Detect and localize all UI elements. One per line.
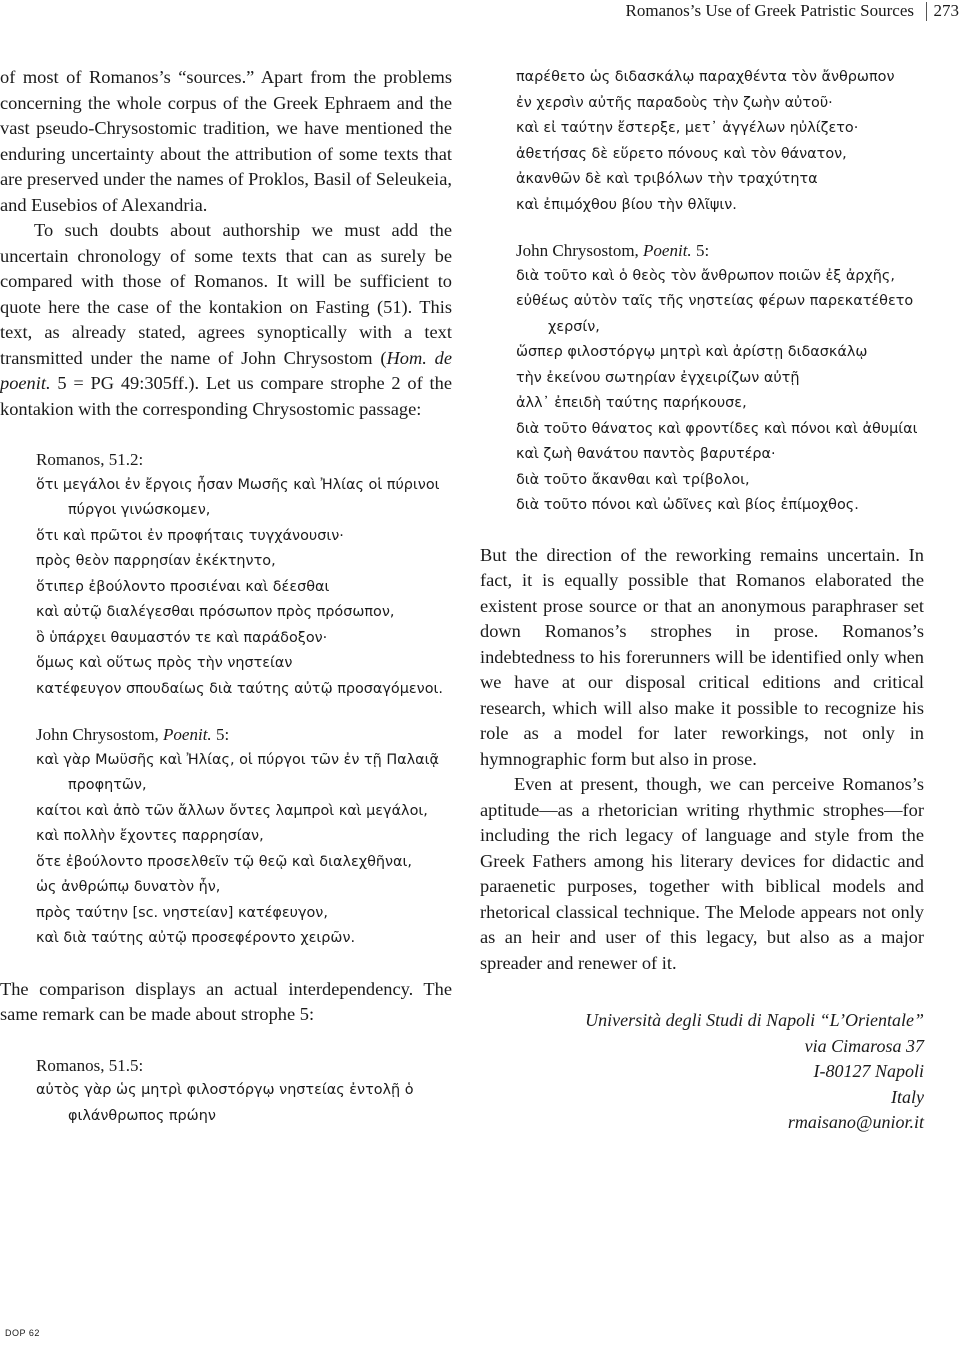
greek-line: ὅμως καὶ οὕτως πρὸς τὴν νηστείαν — [36, 655, 293, 671]
greek-line: ὡς ἀνθρώπῳ δυνατὸν ἦν, — [36, 879, 221, 895]
quote-chrysostom-poenit-5-b — [480, 238, 924, 519]
quote-label-work: Poenit. — [163, 725, 212, 744]
greek-line: καὶ ἐπιμόχθου βίου τὴν θλῖψιν. — [516, 196, 737, 213]
greek-line: καὶ γὰρ Μωϋσῆς καὶ Ἠλίας, οἱ πύργοι τῶν ἐν τῇ Παλαιᾷ — [36, 751, 439, 768]
greek-line: ὅτε ἐβούλοντο προσελθεῖν τῷ θεῷ καὶ διαλεχθῆναι, — [36, 853, 412, 870]
running-header — [0, 0, 960, 22]
right-column — [480, 65, 924, 1136]
paragraph-2-text-b: 5 = PG 49:305ff.). Let us compare strophe 2 of the kontakion with the corresponding Chrysostomic passage: — [0, 373, 452, 419]
page-number: 273 — [933, 1, 959, 20]
greek-line: ὥσπερ φιλοστόργῳ μητρὶ καὶ ἀρίστῃ διδασκάλῳ — [516, 344, 868, 360]
paragraph-1: of most of Romanos’s “sources.” Apart from the problems concerning the whole corpus of the Greek Ephraem and the vast pseudo-Chrysostomic tradition, we have mentioned the enduring uncertainty about the attribution of some texts that are preserved under the names of Proklos, Basil of Seleukeia, and Eusebios of Alexandria. — [0, 67, 452, 215]
quote-label-author: John Chrysostom, — [36, 725, 164, 744]
paragraph-4: But the direction of the reworking remains uncertain. In fact, it is equally possible that Romanos elaborated the existent prose source or that an anonymous paraphraser set down Romanos’s strophes in prose. Romanos’s indebtedness to his forerunners will be identified only when we have at our disposal critical editions and critical research, which will also make it possible to recognize his role as a model for later reworkings, not only in hymnographic form but also in prose. — [480, 544, 924, 769]
paragraph-3: The comparison displays an actual interdependency. The same remark can be made about strophe 5: — [0, 978, 452, 1024]
header-divider — [926, 2, 927, 21]
greek-line: πρὸς ταύτην [sc. νηστείαν] κατέφευγον, — [36, 904, 328, 921]
greek-lines — [516, 264, 924, 519]
footer-journal-mark: DOP 62 — [5, 1328, 40, 1338]
greek-line: ὅτι καὶ πρῶτοι ἐν προφήταις τυγχάνουσιν· — [36, 527, 344, 544]
address-institution: Università degli Studi di Napoli “L’Orientale” — [585, 1010, 924, 1030]
paragraph-5: Even at present, though, we can perceive Romanos’s aptitude—as a rhetorician writing rhythmic strophes—for including the rich legacy of language and style from the Greek Fathers among his literary devices for didactic and paraenetic purposes, together with biblical models and rhetorical classical technique. The Melode appears not only as an heir and user of this legacy, but also as a major spreader and renewer of it. — [480, 774, 924, 973]
greek-line: καὶ εἰ ταύτην ἔστερξε, μετ᾽ ἀγγέλων ηὐλίζετο· — [516, 120, 859, 136]
quote-label-work: Poenit. — [643, 241, 692, 260]
greek-line: διὰ τοῦτο ἄκανθαι καὶ τρίβολοι, — [516, 471, 750, 488]
greek-line: ὃ ὑπάρχει θαυμαστόν τε καὶ παράδοξον· — [36, 629, 328, 646]
greek-line: ὅτι μεγάλοι ἐν ἔργοις ἦσαν Μωσῆς καὶ Ἠλίας οἱ πύρινοι — [36, 476, 440, 493]
greek-lines — [516, 65, 924, 218]
address-email: rmaisano@unior.it — [787, 1112, 924, 1132]
greek-lines — [36, 748, 452, 952]
paragraph-2-text-a: To such doubts about authorship we must add the uncertain chronology of some texts that can as surely be compared with those of Romanos. It will be sufficient to quote here the case of the kontakion on Fasting (51). This text, as already stated, agrees synoptically with a text transmitted under the name of John Chrysostom ( — [0, 220, 452, 368]
quote-label-author: John Chrysostom, — [516, 241, 644, 260]
greek-line: ἀλλ᾽ ἐπειδὴ ταύτης παρήκουσε, — [516, 395, 747, 411]
greek-lines — [36, 1078, 452, 1129]
greek-line: διὰ τοῦτο πόνοι καὶ ὠδῖνες καὶ βίος ἐπίμοχθος. — [516, 497, 859, 513]
greek-line: χερσίν, — [548, 318, 600, 335]
greek-line: καὶ αὐτῷ διαλέγεσθαι πρόσωπον πρὸς πρόσωπον, — [36, 604, 395, 620]
quote-label — [36, 722, 452, 748]
quote-label: Romanos, 51.2: — [36, 450, 144, 469]
quote-label-section: 5: — [691, 241, 710, 260]
greek-line: διὰ τοῦτο θάνατος καὶ φροντίδες καὶ πόνοι καὶ ἀθυμίαι — [516, 420, 918, 437]
paragraph-2 — [0, 218, 452, 422]
greek-line: καὶ πολλὴν ἔχοντες παρρησίαν, — [36, 828, 264, 844]
greek-line: παρέθετο ὡς διδασκάλῳ παραχθέντα τὸν ἄνθρωπον — [516, 69, 895, 85]
greek-line: ἀκανθῶν δὲ καὶ τριβόλων τὴν τραχύτητα — [516, 171, 818, 187]
address-country: Italy — [891, 1086, 924, 1107]
quote-label: Romanos, 51.5: — [36, 1055, 144, 1075]
greek-line: ἀθετήσας δὲ εὕρετο πόνους καὶ τὸν θάνατον, — [516, 145, 847, 162]
greek-line: ἐν χερσὶν αὐτῆς παραδοὺς τὴν ζωὴν αὐτοῦ· — [516, 94, 833, 111]
running-title: Romanos’s Use of Greek Patristic Sources — [625, 1, 914, 20]
greek-line: προφητῶν, — [68, 777, 147, 793]
greek-line: εὐθέως αὐτὸν ταῖς τῆς νηστείας φέρων παρεκατέθετο — [516, 293, 914, 309]
quote-romanos-51-5 — [0, 1053, 452, 1130]
quote-chrysostom-poenit-5 — [0, 722, 452, 952]
greek-line: ὅτιπερ ἐβούλοντο προσιέναι καὶ δέεσθαι — [36, 578, 330, 595]
left-column — [0, 65, 452, 1129]
greek-line: πύργοι γινώσκομεν, — [68, 502, 211, 518]
greek-line: αὐτὸς γὰρ ὡς μητρὶ φιλοστόργῳ νηστείας ἐντολῇ ὁ — [36, 1082, 414, 1098]
author-address — [480, 1008, 924, 1136]
address-street: via Cimarosa 37 — [804, 1035, 924, 1056]
greek-line: τὴν ἐκείνου σωτηρίαν ἐγχειρίζων αὐτῇ — [516, 369, 800, 386]
quote-romanos-51-5-continued — [480, 65, 924, 218]
greek-line: καὶ διὰ ταύτης αὐτῷ προσεφέροντο χειρῶν. — [36, 930, 356, 946]
address-city: I-80127 Napoli — [813, 1061, 924, 1081]
greek-line: διὰ τοῦτο καὶ ὁ θεὸς τὸν ἄνθρωπον ποιῶν ἐξ ἀρχῆς, — [516, 267, 895, 284]
paragraph-2-citation: Hom. de poenit. — [0, 347, 452, 393]
greek-line: καὶ ζωὴ θανάτου παντὸς βαρυτέρα· — [516, 446, 776, 462]
greek-line: καίτοι καὶ ἀπὸ τῶν ἄλλων ὄντες λαμπροὶ καὶ μεγάλοι, — [36, 802, 428, 819]
quote-romanos-51-2 — [0, 447, 452, 702]
quote-label-section: 5: — [211, 725, 230, 744]
greek-line: κατέφευγον σπουδαίως διὰ ταύτης αὐτῷ προσαγόμενοι. — [36, 680, 443, 697]
greek-line: φιλάνθρωπος πρώην — [68, 1107, 216, 1124]
quote-label — [516, 238, 924, 264]
greek-lines — [36, 473, 452, 703]
greek-line: πρὸς θεὸν παρρησίαν ἐκέκτηντο, — [36, 553, 276, 569]
